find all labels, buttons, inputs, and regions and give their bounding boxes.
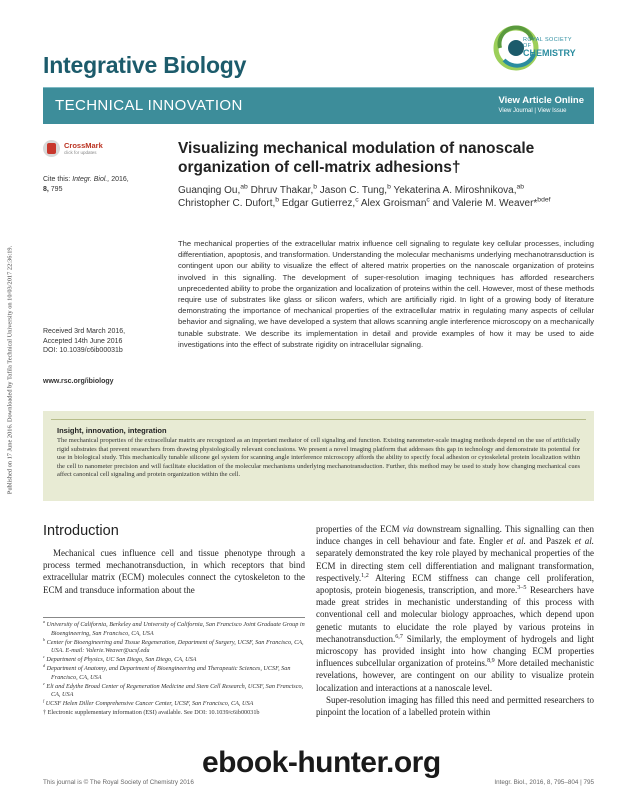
cite-label: Cite this: <box>43 176 71 183</box>
reference-link[interactable]: 1,2 <box>361 572 369 579</box>
text: More detailed mechanistic revelations, however, are contingent on our ability to visualize protein localization and interactions at a nanoscale level. <box>316 658 594 693</box>
intro-paragraph: Super-resolution imaging has filled this need and permitted researchers to pinpoint the location of a labelled protein within <box>316 694 594 718</box>
text: properties of the ECM <box>316 524 403 534</box>
affil-mark: a <box>43 618 46 624</box>
cite-volume: 8, <box>43 185 49 193</box>
abstract: The mechanical properties of the extracellular matrix influence cell signaling to regulate key cellular processes, including differentiation, apoptosis, and transformation. Understanding the molecular mechanisms underlying mechanotransduction is contingent upon our ability to visualize the effect of altered matrix properties on the nanoscale organization of proteins involved in this signalling. The development of super-resolution imaging techniques has afforded researchers unprecedented ability to probe the organization and localization of proteins within the cell. However, most of these methods require use of substrates like glass or silicon wafers, which are artificially rigid. In light of a growing body of literature demonstrating the importance of mechanical properties of the extracellular matrix in regulating many aspects of cellular behavior and signaling, we have developed a system that allows scanning angle interference microscopy on a mechanically tunable substrate. We describe its implementation in detail and provide examples of how it may be used to aide investigations into the effect of substrate rigidity on intracellular signaling. <box>178 239 594 349</box>
author: Jason C. Tung, <box>317 185 388 196</box>
affil-text: Eli and Edythe Broad Center of Regeneration Medicine and Stem Cell Research, UCSF, San Francisco, CA, USA <box>44 682 304 699</box>
affiliation <box>43 700 305 709</box>
doi[interactable]: DOI: 10.1039/c6ib00031b <box>43 347 123 354</box>
author-affil: c <box>355 196 359 204</box>
footer-citation: Integr. Biol., 2016, 8, 795–804 | 795 <box>494 779 594 786</box>
rsc-wordmark <box>523 38 576 58</box>
affil-text: University of California, Berkeley and University of California, San Francisco Joint Graduate Group in Bioengineering, San Francisco, CA, USA <box>45 621 305 637</box>
intro-right-column <box>316 523 594 718</box>
author-affil: b <box>387 183 391 191</box>
side-note-text: Published on 17 June 2016. Downloaded by Tafila Technical University on 10/03/2017 22:36:19. <box>6 245 14 495</box>
article-history <box>43 327 163 356</box>
crossmark-icon <box>43 140 60 157</box>
received-date: Received 3rd March 2016, <box>43 328 126 335</box>
author: Guanqing Ou, <box>178 185 241 196</box>
text: Similarly, the employment of hydrogels and light microscopy has provided insight into how changing ECM properties influences subcellular organization of proteins. <box>316 633 594 669</box>
affiliation <box>43 662 305 683</box>
affil-mark: b <box>43 636 46 642</box>
journal-title[interactable]: Integrative Biology <box>43 52 247 78</box>
download-side-note <box>4 160 16 580</box>
author: and Valerie M. Weaver* <box>429 198 538 209</box>
author-affil: ab <box>240 183 248 191</box>
journal-url[interactable]: www.rsc.org/ibiology <box>43 378 114 385</box>
reference-link[interactable]: 6,7 <box>395 633 403 640</box>
footer-copyright: This journal is © The Royal Society of Chemistry 2016 <box>43 779 194 786</box>
rsc-line-2: OF <box>523 42 532 49</box>
author: Yekaterina A. Miroshnikova, <box>390 185 517 196</box>
banner-links <box>498 95 584 114</box>
affil-mark: e <box>43 680 45 686</box>
affil-text: Center for Bioengineering and Tissue Regeneration, Department of Surgery, UCSF, San Francisco, CA, USA. E-mail: Valerie.Weaver@ucsf.edu <box>45 638 304 655</box>
author-affil: bdef <box>537 196 551 204</box>
author-affil: b <box>275 196 280 204</box>
insight-title: Insight, innovation, integration <box>57 426 167 435</box>
affil-mark: d <box>43 662 46 668</box>
affiliations <box>43 618 305 718</box>
article-title: Visualizing mechanical modulation of nanoscale organization of cell-matrix adhesions† <box>178 140 535 176</box>
crossmark-sub: click for updates <box>64 150 97 155</box>
page-footer <box>43 779 594 786</box>
view-article-online-link[interactable]: View Article Online <box>498 95 584 106</box>
text: and Paszek <box>525 536 575 547</box>
watermark: ebook-hunter.org <box>202 746 441 779</box>
view-journal-issue-link[interactable]: View Journal | View Issue <box>498 108 567 114</box>
affil-text: Department of Anatomy, and Department of Bioengineering and Therapeutic Sciences, UCSF, San Francisco, CA, USA <box>45 664 291 681</box>
cite-journal: Integr. Biol., <box>72 176 110 183</box>
author-affil: c <box>426 196 430 204</box>
author-affil: ab <box>516 183 525 191</box>
accepted-date: Accepted 14th June 2016 <box>43 337 123 345</box>
affiliation <box>43 618 305 639</box>
cite-page: 795 <box>48 185 63 193</box>
reference-link[interactable]: 3–5 <box>517 585 527 592</box>
author: Christopher C. Dufort, <box>178 198 276 209</box>
esi-note[interactable]: † Electronic supplementary information (ESI) available. See DOI: 10.1039/c6ib00031b <box>43 708 260 716</box>
affil-mark: c <box>43 654 45 660</box>
section-label: TECHNICAL INNOVATION <box>55 97 243 114</box>
author: Alex Groisman <box>358 198 427 209</box>
author-list <box>178 184 578 210</box>
text: separately demonstrated the key role played by mechanical properties of the ECM in directing stem cell differentiation and malignant transformation, respectively. <box>316 548 594 583</box>
author: Edgar Gutierrez, <box>279 198 356 209</box>
reference-link[interactable]: 8,9 <box>487 658 495 665</box>
text: Researchers have made great strides in mechanistic understanding of this process with conventional cell and molecular biology approaches, which depend upon genetic mutants to elucidate the role played by various proteins in mechanotransduction. <box>316 585 594 644</box>
footnote-divider <box>43 617 305 618</box>
insight-box <box>43 411 594 501</box>
text: et al. <box>574 536 594 547</box>
rsc-line-1: ROYAL SOCIETY <box>523 37 572 43</box>
introduction-heading: Introduction <box>43 523 119 539</box>
affil-text: UCSF Helen Diller Comprehensive Cancer Center, UCSF, San Francisco, CA, USA <box>44 700 254 708</box>
text: Altering ECM stiffness can change cell proliferation, apoptosis, protein biogenesis, transcription, and more. <box>316 572 594 596</box>
affiliation <box>43 656 305 665</box>
insight-frame <box>51 419 586 493</box>
intro-paragraph <box>316 523 594 694</box>
crossmark-badge[interactable] <box>43 140 123 162</box>
affil-text: Department of Physics, UC San Diego, San Diego, CA, USA <box>44 656 197 664</box>
intro-paragraph: Mechanical cues influence cell and tissue phenotype through a process termed mechanotransduction, in which receptors that bind extracellular matrix (ECM) molecules connect the cytoskeleton to the ECM and transduce information about the <box>43 548 305 595</box>
text: via <box>402 524 414 534</box>
affil-mark: f <box>43 698 45 704</box>
text: et al. <box>506 536 526 547</box>
intro-left-column <box>43 547 305 596</box>
author: Dhruv Thakar, <box>247 185 314 196</box>
author-affil: b <box>313 183 318 191</box>
rsc-line-3: CHEMISTRY <box>523 48 576 58</box>
text: downstream signalling. This signalling can then induce changes in cell behaviour and fate. Engler <box>316 524 594 547</box>
cite-year: 2016, <box>109 176 129 183</box>
insight-body: The mechanical properties of the extracellular matrix are recognized as an important mediator of cell signaling and function. Existing nanometer-scale imaging methods depend on the use of artificially rigid substrates that prevent researchers from drawing physiologically relevant conclusions. We present a novel imaging platform that addresses this gap in technology and demonstrate its potential for use in biological study. This mechanically tunable silicone gel system for scanning angle interference microscopy affords the ability to specify focal adhesion or cytoskeletal protein localization within the cell to nanometer precision and will facilitate elucidation of the molecular mechanisms underlying mechanotransduction. Further, this method may be used to study how changing mechanical cues affect canonical cell signaling and protein organization within the cell. <box>57 437 580 479</box>
crossmark-label: CrossMark <box>64 141 103 150</box>
citation <box>43 175 143 194</box>
section-banner <box>43 87 594 124</box>
